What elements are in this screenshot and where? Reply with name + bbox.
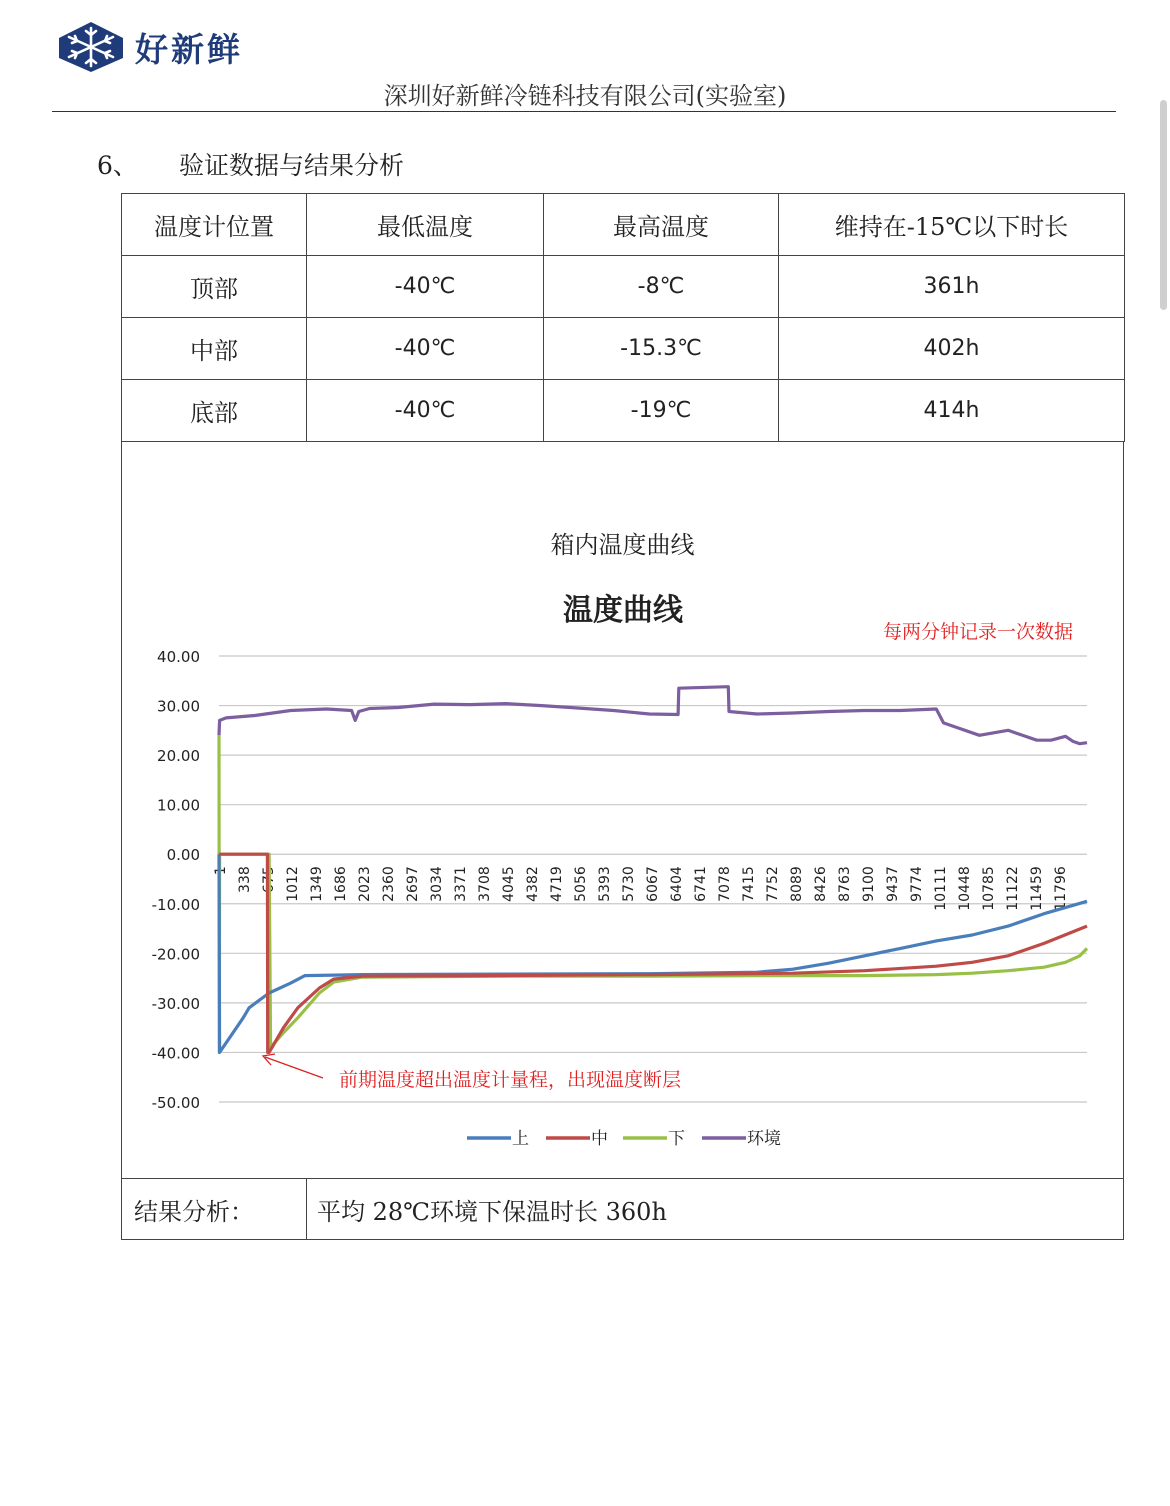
x-tick-label: 6404: [669, 866, 685, 902]
max-temp-cell: -19℃: [544, 380, 779, 442]
x-tick-label: 7415: [741, 866, 757, 902]
x-tick-label: 4045: [501, 866, 517, 902]
y-tick-label: -20.00: [151, 945, 200, 964]
table-row: [122, 318, 1125, 380]
x-tick-label: 2360: [381, 866, 397, 902]
x-tick-label: 11459: [1029, 866, 1045, 911]
table-header-row: [122, 194, 1125, 256]
x-tick-label: 9774: [909, 866, 925, 902]
y-tick-label: 20.00: [157, 747, 200, 766]
min-temp-cell: -40℃: [307, 256, 544, 318]
x-tick-label: 3034: [429, 866, 445, 902]
legend-label: 下: [668, 1129, 685, 1149]
scrollbar[interactable]: [1160, 100, 1167, 310]
x-tick-label: 5056: [573, 866, 589, 902]
column-header: 温度计位置: [122, 194, 307, 256]
x-tick-label: 6741: [693, 866, 709, 902]
x-tick-label: 1: [213, 866, 229, 876]
y-tick-label: 10.00: [157, 796, 200, 815]
max-temp-cell: -8℃: [544, 256, 779, 318]
x-tick-label: 8763: [837, 866, 853, 902]
x-tick-label: 10448: [957, 866, 973, 911]
section-heading: [97, 146, 404, 182]
x-tick-label: 1012: [285, 866, 301, 902]
duration-cell: 361h: [779, 256, 1125, 318]
x-tick-label: 8426: [813, 866, 829, 902]
x-tick-label: 2023: [357, 866, 373, 902]
y-tick-label: -40.00: [151, 1044, 200, 1063]
annotation-arrow-line: [265, 1057, 323, 1078]
legend-label: 环境: [747, 1129, 781, 1149]
table-row: [122, 380, 1125, 442]
x-tick-label: 7078: [717, 866, 733, 902]
x-tick-label: 675: [261, 866, 277, 893]
position-cell: 底部: [122, 380, 307, 442]
min-temp-cell: -40℃: [307, 318, 544, 380]
result-row: [121, 1178, 1124, 1240]
series-line-3: [219, 687, 1087, 744]
header-divider: [52, 111, 1116, 112]
x-tick-label: 10111: [933, 866, 949, 911]
x-tick-label: 6067: [645, 866, 661, 902]
chart-container: [121, 441, 1124, 1178]
y-tick-label: -30.00: [151, 994, 200, 1013]
duration-cell: 414h: [779, 380, 1125, 442]
result-text: 平均 28℃环境下保温时长 360h: [317, 1197, 667, 1226]
x-tick-label: 5393: [597, 866, 613, 902]
temperature-summary-table: [121, 193, 1125, 442]
x-tick-label: 9100: [861, 866, 877, 902]
x-tick-label: 8089: [789, 866, 805, 902]
y-tick-label: -10.00: [151, 895, 200, 914]
chart-annotation: 每两分钟记录一次数据: [882, 621, 1073, 643]
column-header: 维持在-15℃以下时长: [779, 194, 1125, 256]
chart-title: 温度曲线: [563, 593, 683, 628]
x-tick-label: 4382: [525, 866, 541, 902]
min-temp-cell: -40℃: [307, 380, 544, 442]
x-tick-label: 1686: [333, 866, 349, 902]
max-temp-cell: -15.3℃: [544, 318, 779, 380]
company-logo: [55, 20, 243, 74]
x-tick-label: 11122: [1005, 866, 1021, 911]
y-tick-label: 40.00: [157, 648, 200, 666]
y-tick-label: -50.00: [151, 1094, 200, 1112]
section-number: 6、: [97, 151, 138, 180]
x-tick-label: 3708: [477, 866, 493, 902]
duration-cell: 402h: [779, 318, 1125, 380]
y-tick-label: 30.00: [157, 697, 200, 716]
x-tick-label: 4719: [549, 866, 565, 902]
legend-label: 上: [512, 1129, 529, 1149]
chart-annotation: 前期温度超出温度计量程，出现温度断层: [339, 1069, 682, 1091]
position-cell: 中部: [122, 318, 307, 380]
column-header: 最低温度: [307, 194, 544, 256]
legend-label: 中: [591, 1129, 608, 1149]
snowflake-logo-icon: [55, 20, 127, 74]
chart-caption: 箱内温度曲线: [550, 531, 695, 559]
x-tick-label: 338: [237, 866, 253, 893]
temperature-chart: [122, 441, 1122, 1178]
x-tick-label: 7752: [765, 866, 781, 902]
x-tick-label: 3371: [453, 866, 469, 902]
x-tick-label: 10785: [981, 866, 997, 911]
section-title: 验证数据与结果分析: [179, 151, 405, 180]
brand-name: 好新鲜: [135, 29, 243, 69]
table-row: [122, 256, 1125, 318]
company-name: 深圳好新鲜冷链科技有限公司(实验室): [383, 82, 787, 110]
x-tick-label: 1349: [309, 866, 325, 902]
x-tick-label: 5730: [621, 866, 637, 902]
x-tick-label: 2697: [405, 866, 421, 902]
y-tick-label: 0.00: [166, 846, 200, 865]
x-tick-label: 11796: [1053, 866, 1069, 911]
result-label: 结果分析：: [122, 1179, 307, 1239]
x-tick-label: 9437: [885, 866, 901, 902]
column-header: 最高温度: [544, 194, 779, 256]
position-cell: 顶部: [122, 256, 307, 318]
